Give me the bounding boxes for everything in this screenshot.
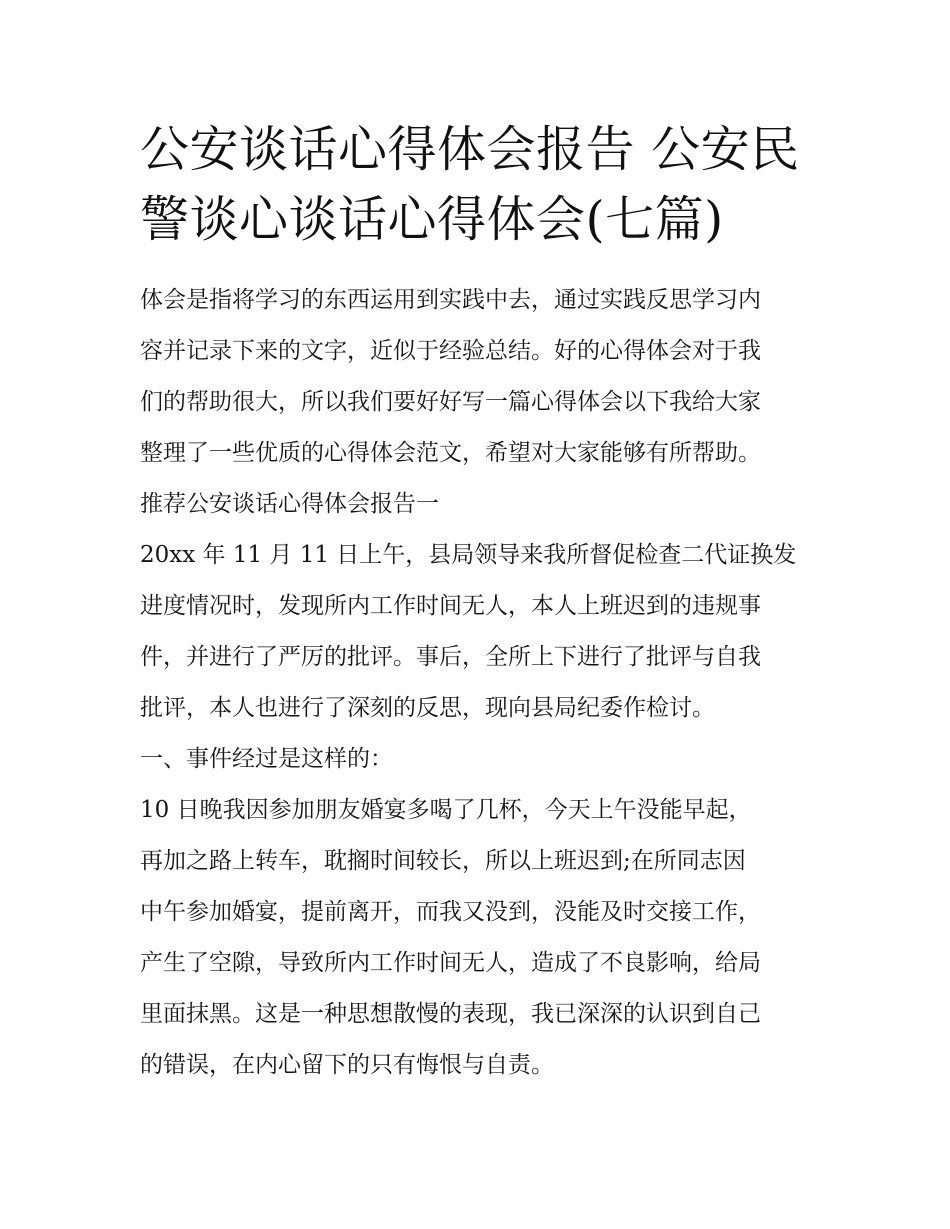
event-line: 的错误，在内心留下的只有悔恨与自责。 xyxy=(140,1052,554,1078)
event-line: 再加之路上转车，耽搁时间较长，所以上班迟到;在所同志因 xyxy=(140,848,746,874)
report-line: 批评，本人也进行了深刻的反思，现向县局纪委作检讨。 xyxy=(140,695,715,721)
intro-line: 体会是指将学习的东西运用到实践中去，通过实践反思学习内 xyxy=(140,287,761,313)
event-line: 产生了空隙，导致所内工作时间无人，造成了不良影响，给局 xyxy=(140,950,761,976)
report-line: 20xx 年 11 月 11 日上午，县局领导来我所督促检查二代证换发 xyxy=(140,542,797,568)
title-line: 警谈心谈话心得体会(七篇) xyxy=(140,191,724,248)
section-heading: 推荐公安谈话心得体会报告一 xyxy=(140,491,439,517)
event-line: 10 日晚我因参加朋友婚宴多喝了几杯，今天上午没能早起， xyxy=(140,797,752,823)
document-body xyxy=(140,275,820,1091)
report-line: 件，并进行了严厉的批评。事后，全所上下进行了批评与自我 xyxy=(140,644,761,670)
title-line: 公安谈话心得体会报告 公安民 xyxy=(140,121,800,178)
intro-line: 们的帮助很大，所以我们要好好写一篇心得体会以下我给大家 xyxy=(140,389,761,415)
event-line: 里面抹黑。这是一种思想散慢的表现，我已深深的认识到自己 xyxy=(140,1001,761,1027)
intro-line: 容并记录下来的文字，近似于经验总结。好的心得体会对于我 xyxy=(140,338,761,364)
event-line: 中午参加婚宴，提前离开，而我又没到，没能及时交接工作， xyxy=(140,899,761,925)
document-content xyxy=(140,115,820,1091)
document-title xyxy=(140,115,820,255)
report-line: 进度情况时，发现所内工作时间无人，本人上班迟到的违规事 xyxy=(140,593,761,619)
intro-line: 整理了一些优质的心得体会范文，希望对大家能够有所帮助。 xyxy=(140,440,761,466)
subheading: 一、事件经过是这样的： xyxy=(140,746,393,772)
